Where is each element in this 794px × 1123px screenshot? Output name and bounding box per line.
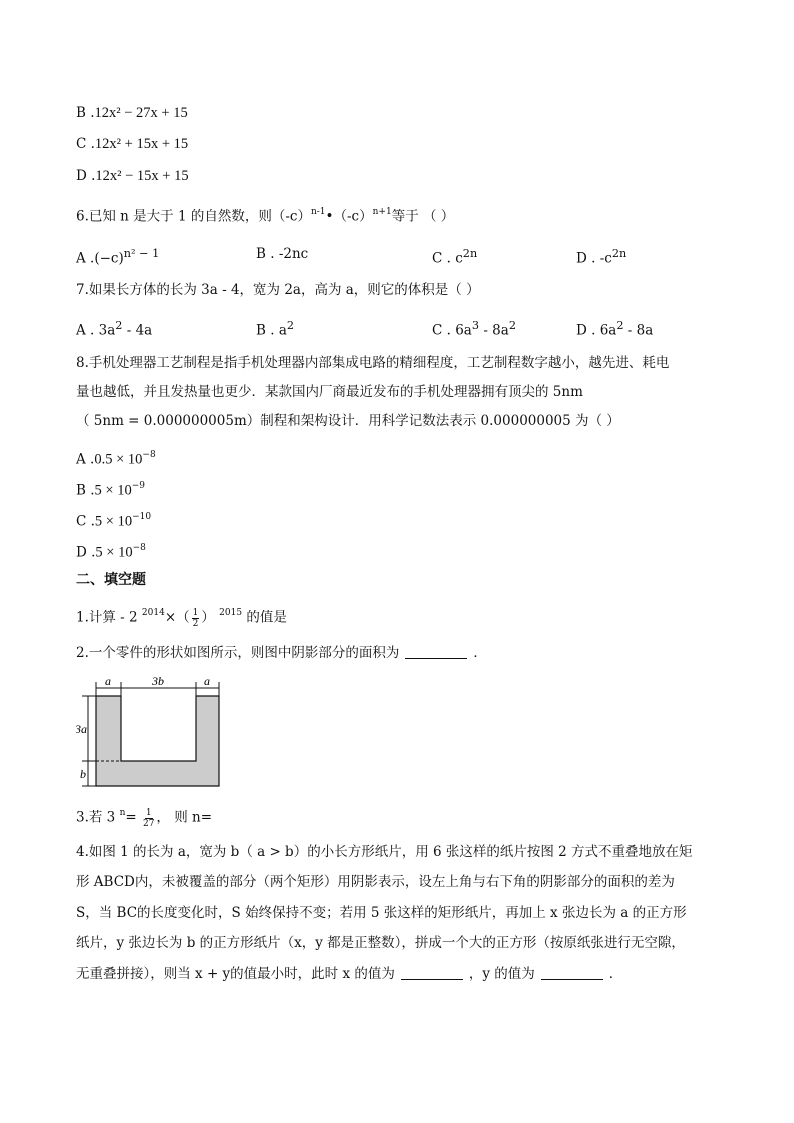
q7-stem: 7.如果长方体的长为 3a - 4，宽为 2a，高为 a，则它的体积是（ ） [76,282,480,298]
label-top-a-right: a [204,674,210,688]
q5-option-d: D .12x² − 15x + 15 [76,168,189,184]
answer-blank[interactable] [405,644,467,659]
q7-option-b: B . $a^2$ [256,319,295,339]
fill-4-line-1: 4.如图 1 的长为 a，宽为 b（ a > b）的小长方形纸片，用 6 张这样的纸片按图 2 方式不重叠地放在矩 [76,844,693,860]
q8-option-c: C $.5 \times 10^{-10}$ [76,512,152,530]
fraction-one-27th: $\frac{1}{27}$ [142,807,155,829]
q8-option-d: D $.5 \times 10^{-8}$ [76,543,146,561]
q7-option-d: D . $6a^2 - 8a$ [576,319,654,339]
q6-option-a: A $.(-c)^{n^2 - 1}$ [76,247,160,267]
fraction-half: $\frac{1}{2}$ [192,607,199,629]
q5-option-b: B .12x² − 27x + 15 [76,105,188,121]
q8-line-1: 8.手机处理器工艺制程是指手机处理器内部集成电路的精细程度，工艺制程数字越小，越先进、耗电 [76,355,670,371]
q7-option-a: A . $3a^2 - 4a$ [76,319,153,339]
shaded-region [96,696,219,786]
label-top-3b: 3b [152,674,164,688]
q6-option-b: B . -2nc [256,246,309,262]
q6-option-d: D . $-c^{2n}$ [576,247,627,267]
label-left-3a: 3a [76,722,87,736]
label-left-b: b [80,767,86,781]
fill-3: 3.若 3 $^n$= $\frac{1}{27}$ ， 则 n= [76,807,213,829]
q7-option-c: C . $6a^3 - 8a^2$ [432,319,516,339]
section-heading-fill-in: 二、填空题 [76,572,146,588]
fill-4-line-4: 纸片，y 张边长为 b 的正方形纸片（x，y 都是正整数），拼成一个大的正方形（按原纸张进行无空隙， [76,935,685,951]
q6-stem: 6.已知 n 是大于 1 的自然数，则$(-c)^{n-1}•(-c)^{n+1}$等于 （ ） [76,207,455,225]
q8-option-b: B $.5 \times 10^{-9}$ [76,481,145,499]
answer-blank-y[interactable] [541,965,603,980]
q8-line-3: （ 5nm = 0.000000005m）制程和架构设计．用科学记数法表示 0.000000005 为（ ） [76,413,620,429]
answer-blank-x[interactable] [401,965,463,980]
q6-option-c: C . $c^{2n}$ [432,247,478,267]
fill-1: 1.计算 - 2 $^{2014}$×（ $\frac{1}{2}$ ） $^{2015}$ 的值是 [76,607,287,629]
q5-option-c: C .12x² + 15x + 15 [76,136,189,152]
fill-4-line-3: S，当 BC的长度变化时，S 始终保持不变；若用 5 张这样的矩形纸片，再加上 x 张边长为 a 的正方形 [76,905,687,921]
u-shape-diagram [76,674,226,790]
label-top-a-left: a [105,674,111,688]
fill-2: 2.一个零件的形状如图所示，则图中阴影部分的面积为 ． [76,645,487,661]
fill-4-line-2: 形 ABCD内，未被覆盖的部分（两个矩形）用阴影表示，设左上角与右下角的阴影部分的面积的差为 [76,874,675,890]
part-figure [76,674,226,794]
q8-option-a: A $.0.5 \times 10^{-8}$ [76,450,156,468]
q8-line-2: 量也越低，并且发热量也更少．某款国内厂商最近发布的手机处理器拥有顶尖的 5nm [76,384,583,400]
fill-4-line-5: 无重叠拼接），则当 x + y的值最小时，此时 x 的值为 ，y 的值为 ． [76,966,623,982]
